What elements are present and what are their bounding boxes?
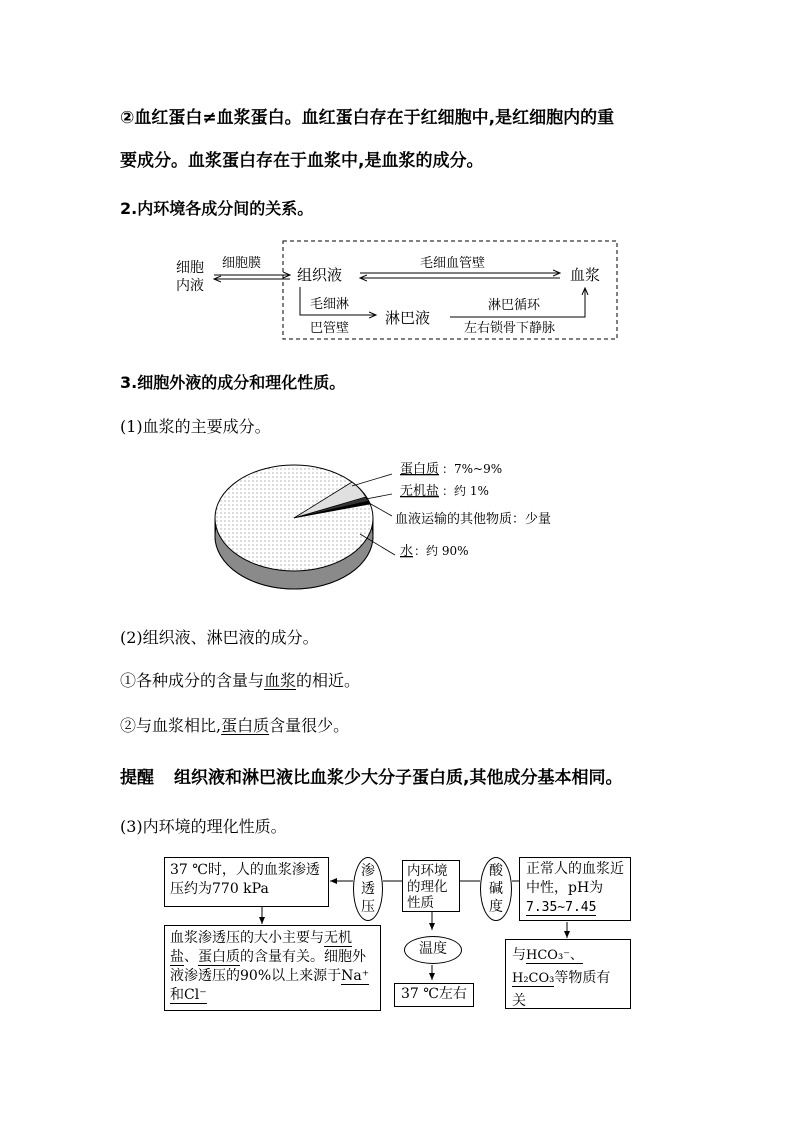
item-2-post: 含量很少。 bbox=[269, 716, 350, 735]
pie-value-protein: ：7%~9% bbox=[442, 462, 503, 476]
osmotic-pressure-box: 37 ℃时，人的血浆渗透压约为770 kPa bbox=[164, 857, 329, 907]
temperature-value-box: 37 ℃左右 bbox=[394, 983, 474, 1007]
osm-oval-text: 渗透压 bbox=[361, 863, 375, 915]
temperature-oval: 温度 bbox=[404, 936, 462, 964]
subclavian-vein-label: 左右锁骨下静脉 bbox=[464, 321, 556, 336]
osmotic-pressure-oval bbox=[353, 857, 383, 921]
item-2 bbox=[120, 713, 349, 736]
tip-label: 提醒 bbox=[120, 768, 154, 788]
box2-blank-protein: 蛋白质 bbox=[198, 949, 240, 965]
box2-pre: 血浆渗透压的大小主要与 bbox=[170, 930, 324, 946]
box4-pre: 与 bbox=[512, 947, 526, 963]
box4-blank-buffer: HCO₃⁻、H₂CO₃ bbox=[512, 948, 584, 986]
paragraph-line-2: 要成分。血浆蛋白存在于血浆中,是血浆的成分。 bbox=[120, 151, 484, 171]
cell-interior-label-1: 细胞 bbox=[176, 260, 204, 276]
sub-heading-3: (3)内环境的理化性质。 bbox=[120, 817, 287, 836]
box3-blank-ph: 7.35~7.45 bbox=[526, 900, 597, 915]
tip-text: 组织液和淋巴液比血浆少大分子蛋白质,其他成分基本相同。 bbox=[174, 768, 623, 788]
box3-pre: 正常人的血浆近中性，pH为 bbox=[526, 861, 624, 896]
box2-sep: 、 bbox=[184, 949, 198, 965]
cell-membrane-label: 细胞膜 bbox=[222, 256, 262, 271]
section-3-heading bbox=[120, 370, 345, 393]
pie-label-other: 血液运输的其他物质：少量 bbox=[395, 512, 552, 527]
capillary-wall-label: 毛细血管壁 bbox=[420, 256, 486, 271]
ph-buffer-box bbox=[505, 939, 631, 1009]
item-1-blank: 血浆 bbox=[264, 671, 297, 690]
sub-heading-2: (2)组织液、淋巴液的成分。 bbox=[120, 628, 319, 647]
lymph-circulation-label: 淋巴循环 bbox=[488, 298, 541, 313]
box2-mid: 的含量有关。细胞外液渗透压的90%以上来源于 bbox=[170, 949, 366, 984]
tissue-fluid-label: 组织液 bbox=[297, 266, 343, 284]
section-2-heading bbox=[120, 196, 313, 219]
sub-heading-1: (1)血浆的主要成分。 bbox=[120, 417, 271, 436]
pie-label-salt: 无机盐 bbox=[400, 484, 440, 499]
box4-post: 等物质有关 bbox=[512, 970, 611, 1009]
paragraph-line-1: ②血红蛋白≠血浆蛋白。血红蛋白存在于红细胞中,是红细胞内的重 bbox=[120, 108, 615, 128]
section-3-heading-text: 3.细胞外液的成分和理化性质。 bbox=[120, 373, 346, 392]
item-1 bbox=[120, 668, 360, 691]
pie-label-water: 水 bbox=[400, 544, 414, 559]
lymph-label: 淋巴液 bbox=[385, 309, 431, 327]
item-1-post: 的相近。 bbox=[296, 671, 361, 690]
cell-interior-label-2: 内液 bbox=[176, 278, 204, 294]
ph-value-box bbox=[519, 857, 631, 921]
relationship-diagram bbox=[0, 235, 794, 355]
item-1-pre: ①各种成分的含量与 bbox=[120, 671, 265, 690]
item-2-blank: 蛋白质 bbox=[221, 716, 270, 735]
pie-value-salt: ：约 1% bbox=[442, 484, 489, 498]
lymph-cap-wall-label-2: 巴管壁 bbox=[310, 321, 350, 336]
ph-oval bbox=[480, 857, 512, 921]
box2-blank-salt: 无机盐 bbox=[170, 930, 352, 965]
osmotic-factors-box bbox=[164, 925, 381, 1011]
item-2-pre: ②与血浆相比, bbox=[120, 716, 222, 735]
lymph-cap-wall-label-1: 毛细淋 bbox=[310, 297, 350, 312]
ph-oval-text: 酸碱度 bbox=[489, 863, 503, 915]
pie-label-protein: 蛋白质 bbox=[400, 462, 440, 477]
plasma-label: 血浆 bbox=[570, 266, 601, 284]
tip-line bbox=[120, 763, 622, 788]
box2-blank-ions: Na⁺和Cl⁻ bbox=[170, 968, 370, 1003]
section-2-heading-text: 2.内环境各成分间的关系。 bbox=[120, 199, 314, 218]
pie-value-water: ：约 90% bbox=[414, 544, 469, 558]
internal-environment-box: 内环境的理化性质 bbox=[402, 860, 460, 912]
plasma-composition-pie bbox=[0, 452, 794, 602]
